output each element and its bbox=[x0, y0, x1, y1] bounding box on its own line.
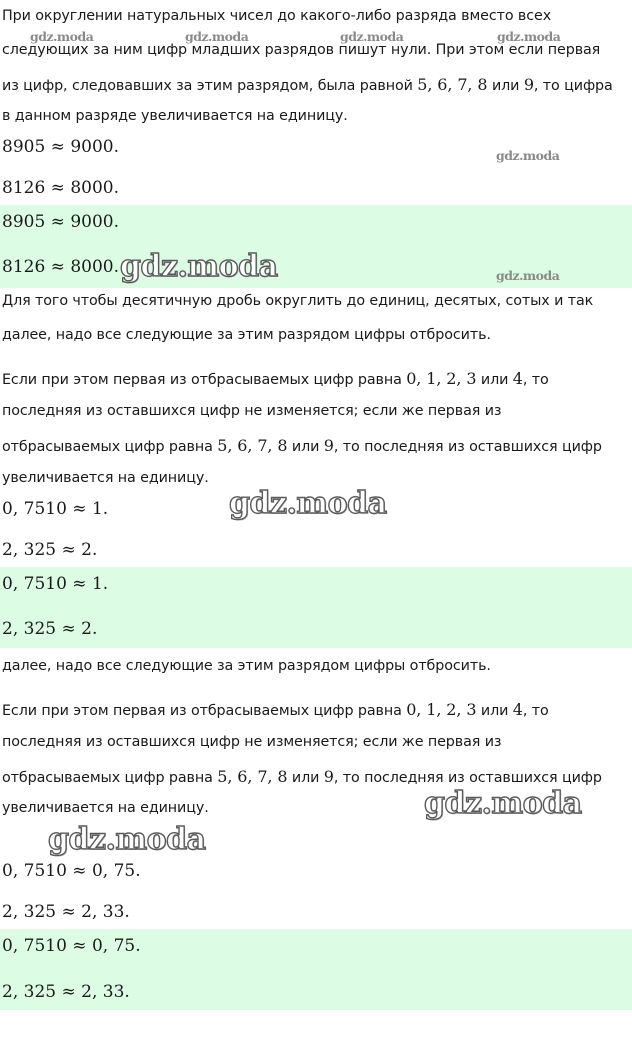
paragraph-line: отбрасываемых цифр равна 5, 6, 7, 8 или 9, то последняя из оставшихся цифр bbox=[2, 767, 602, 786]
watermark: gdz.moda bbox=[340, 29, 404, 44]
watermark: gdz.moda bbox=[497, 29, 561, 44]
paragraph-line: Для того чтобы десятичную дробь округлить до единиц, десятых, сотых и так bbox=[2, 293, 594, 309]
paragraph-line: далее, надо все следующие за этим разрядом цифры отбросить. bbox=[2, 658, 491, 674]
watermark: gdz.moda bbox=[48, 822, 206, 857]
example-equation: 0, 7510 ≈ 0, 75. bbox=[2, 861, 141, 881]
watermark: gdz.moda bbox=[424, 786, 582, 821]
paragraph-line: Если при этом первая из отбрасываемых цифр равна 0, 1, 2, 3 или 4, то bbox=[2, 700, 549, 719]
example-equation: 2, 325 ≈ 2. bbox=[2, 540, 98, 560]
paragraph-line: увеличивается на единицу. bbox=[2, 800, 209, 816]
watermark: gdz.moda bbox=[229, 486, 387, 521]
watermark: gdz.moda bbox=[185, 29, 249, 44]
paragraph-line: последняя из оставшихся цифр не изменяется; если же первая из bbox=[2, 403, 502, 419]
example-equation: 8905 ≈ 9000. bbox=[2, 137, 119, 157]
paragraph-line: далее, надо все следующие за этим разрядом цифры отбросить. bbox=[2, 327, 491, 343]
example-equation: 8126 ≈ 8000. bbox=[2, 178, 119, 198]
watermark: gdz.moda bbox=[30, 29, 94, 44]
answer-equation: 8905 ≈ 9000. bbox=[2, 212, 119, 232]
paragraph-line: При округлении натуральных чисел до какого-либо разряда вместо всех bbox=[2, 8, 552, 24]
paragraph-line: Если при этом первая из отбрасываемых цифр равна 0, 1, 2, 3 или 4, то bbox=[2, 369, 549, 388]
paragraph-line: из цифр, следовавших за этим разрядом, была равной 5, 6, 7, 8 или 9, то цифра bbox=[2, 75, 613, 94]
answer-equation: 2, 325 ≈ 2. bbox=[2, 619, 98, 639]
watermark: gdz.moda bbox=[120, 249, 278, 284]
example-equation: 2, 325 ≈ 2, 33. bbox=[2, 902, 130, 922]
example-equation: 0, 7510 ≈ 1. bbox=[2, 499, 109, 519]
paragraph-line: следующих за ним цифр младших разрядов пишут нули. При этом если первая bbox=[2, 42, 601, 58]
watermark: gdz.moda bbox=[496, 268, 560, 283]
answer-equation: 0, 7510 ≈ 1. bbox=[2, 574, 109, 594]
answer-equation: 0, 7510 ≈ 0, 75. bbox=[2, 936, 141, 956]
paragraph-line: в данном разряде увеличивается на единицу. bbox=[2, 108, 348, 124]
paragraph-line: увеличивается на единицу. bbox=[2, 470, 209, 486]
paragraph-line: последняя из оставшихся цифр не изменяется; если же первая из bbox=[2, 734, 502, 750]
answer-equation: 8126 ≈ 8000. bbox=[2, 257, 119, 277]
watermark: gdz.moda bbox=[496, 148, 560, 163]
paragraph-line: отбрасываемых цифр равна 5, 6, 7, 8 или 9, то последняя из оставшихся цифр bbox=[2, 436, 602, 455]
answer-equation: 2, 325 ≈ 2, 33. bbox=[2, 982, 130, 1002]
